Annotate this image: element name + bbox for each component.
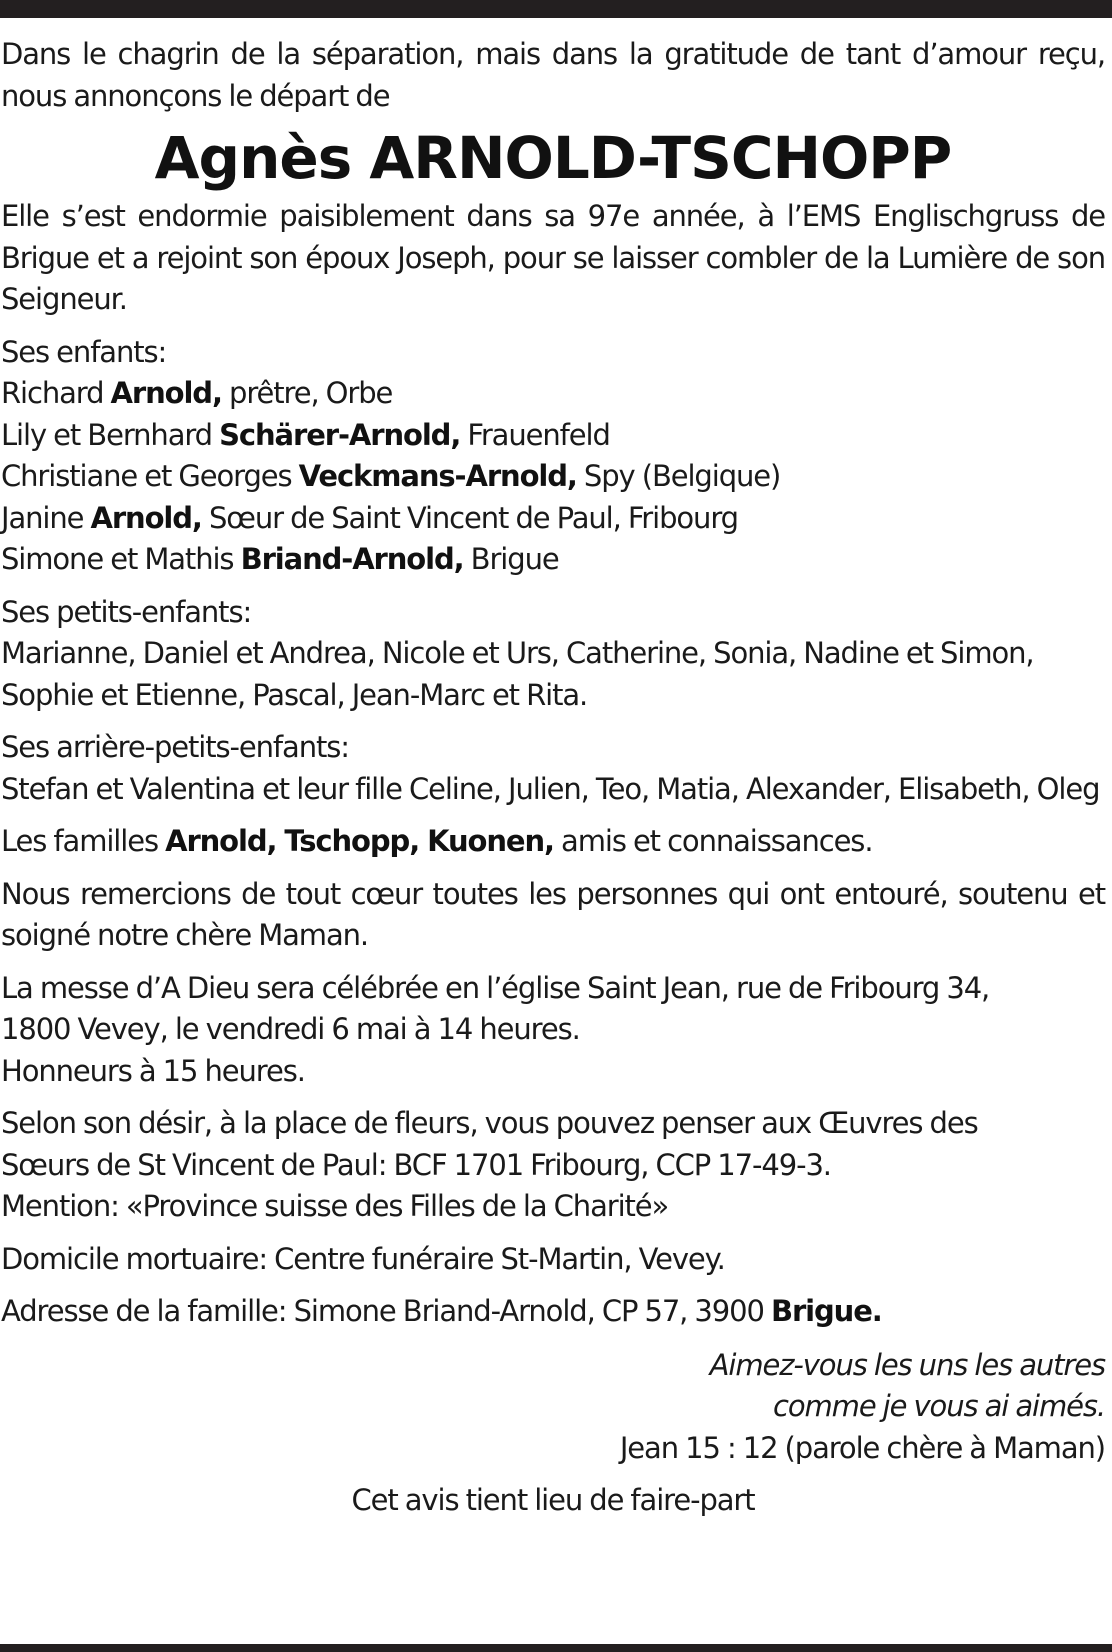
mass-line: 1800 Vevey, le vendredi 6 mai à 14 heures. [1,1012,580,1046]
family-address: Adresse de la famille: Simone Briand-Arnold, CP 57, 3900 Brigue. [1,1294,882,1328]
intro-paragraph: Dans le chagrin de la séparation, mais dans la gratitude de tant d’amour reçu, nous annonçons le départ de [1,37,1105,113]
honours-line: Honneurs à 15 heures. [1,1053,305,1088]
children-heading: Ses enfants: [1,334,167,369]
donation-line: Sœurs de St Vincent de Paul: BCF 1701 Fribourg, CCP 17-49-3. [1,1147,831,1182]
great-grandchildren-heading: Ses arrière-petits-enfants: [1,730,349,764]
announcement-paragraph: Elle s’est endormie paisiblement dans sa 97e année, à l’EMS Englischgruss de Brigue et a rejoint son époux Joseph, pour se laisser combler de la Lumière de son Seigneur. [1,199,1105,316]
child-entry: Richard Arnold, prêtre, Orbe [1,376,393,410]
grandchildren-list: Marianne, Daniel et Andrea, Nicole et Urs, Catherine, Sonia, Nadine et Simon, Sophie et Etienne, Pascal, Jean-Marc et Rita. [1,636,1034,712]
bible-quote: Aimez-vous les uns les autres comme je vous ai aimés. [709,1347,1105,1423]
mass-line: La messe d’A Dieu sera célébrée en l’église Saint Jean, rue de Fribourg 34, [1,970,990,1005]
donation-mention: Mention: «Province suisse des Filles de la Charité» [1,1189,669,1223]
bible-reference: Jean 15 : 12 (parole chère à Maman) [619,1430,1105,1465]
deceased-name: Agnès ARNOLD-TSCHOPP [154,124,952,192]
child-entry: Janine Arnold, Sœur de Saint Vincent de Paul, Fribourg [1,500,738,535]
families-line: Les familles Arnold, Tschopp, Kuonen, amis et connaissances. [1,824,873,858]
child-entry: Christiane et Georges Veckmans-Arnold, Spy (Belgique) [1,459,781,493]
great-grandchildren-section [1,727,1105,810]
grandchildren-section [1,592,1105,717]
donation-line: Selon son désir, à la place de fleurs, vous pouvez penser aux Œuvres des [1,1106,978,1140]
top-border-rule [0,0,1112,18]
obituary-notice [1,34,1105,1522]
footer-note: Cet avis tient lieu de faire-part [351,1483,755,1517]
thanks-paragraph: Nous remercions de tout cœur toutes les personnes qui ont entouré, soutenu et soigné notre chère Maman. [1,876,1105,952]
great-grandchildren-list: Stefan et Valentina et leur fille Celine, Julien, Teo, Matia, Alexander, Elisabeth, Oleg [1,771,1100,806]
children-section [1,332,1105,581]
child-entry: Simone et Mathis Briand-Arnold, Brigue [1,542,559,576]
child-entry: Lily et Bernhard Schärer-Arnold, Frauenfeld [1,417,610,452]
domicile-line: Domicile mortuaire: Centre funéraire St-Martin, Vevey. [1,1241,725,1276]
bottom-border-rule [0,1644,1112,1652]
donation-section [1,1103,1105,1228]
grandchildren-heading: Ses petits-enfants: [1,594,252,629]
mass-section [1,968,1105,1093]
